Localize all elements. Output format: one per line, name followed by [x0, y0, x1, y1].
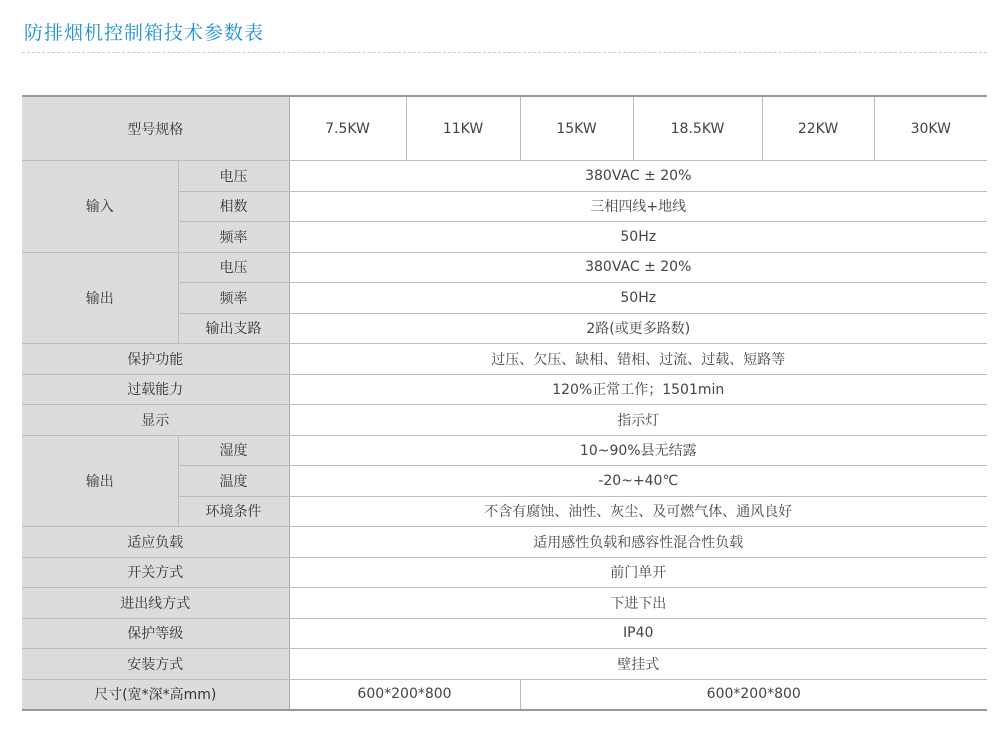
ip-rating-row — [22, 618, 987, 649]
switch-mode-row — [22, 557, 987, 588]
row-value: 前门单开 — [289, 557, 987, 588]
model-cell: 7.5KW — [289, 96, 406, 161]
output-voltage-row — [22, 252, 987, 283]
input-group-label: 输入 — [22, 161, 178, 253]
row-label: 适应负载 — [22, 527, 289, 558]
page-title: 防排烟机控制箱技术参数表 — [24, 22, 265, 44]
model-cell: 15KW — [520, 96, 633, 161]
row-value: 不含有腐蚀、油性、灰尘、及可燃气体、通风良好 — [289, 496, 987, 527]
load-row — [22, 527, 987, 558]
row-value: 50Hz — [289, 283, 987, 314]
row-value: 壁挂式 — [289, 649, 987, 680]
spec-table — [22, 95, 987, 711]
row-label: 尺寸(宽*深*高mm) — [22, 679, 289, 710]
row-value: 下进下出 — [289, 588, 987, 619]
title-divider — [22, 52, 987, 53]
install-mode-row — [22, 649, 987, 680]
row-value: 适用感性负载和感容性混合性负载 — [289, 527, 987, 558]
row-value: 10~90%县无结露 — [289, 435, 987, 466]
model-cell: 11KW — [406, 96, 520, 161]
row-value: 380VAC ± 20% — [289, 161, 987, 192]
model-cell: 30KW — [874, 96, 987, 161]
row-value: IP40 — [289, 618, 987, 649]
row-label: 保护等级 — [22, 618, 289, 649]
row-value: -20~+40℃ — [289, 466, 987, 497]
row-label: 显示 — [22, 405, 289, 436]
model-header: 型号规格 — [22, 96, 289, 161]
row-value: 50Hz — [289, 222, 987, 253]
row-label: 电压 — [178, 252, 289, 283]
row-value: 600*200*800 — [289, 679, 520, 710]
output-group-label: 输出 — [22, 252, 178, 344]
row-value: 600*200*800 — [520, 679, 987, 710]
row-label: 温度 — [178, 466, 289, 497]
row-value: 120%正常工作；1501min — [289, 374, 987, 405]
row-label: 频率 — [178, 283, 289, 314]
environment-group-label: 输出 — [22, 435, 178, 527]
row-label: 输出支路 — [178, 313, 289, 344]
row-label: 进出线方式 — [22, 588, 289, 619]
input-voltage-row — [22, 161, 987, 192]
row-value: 2路(或更多路数) — [289, 313, 987, 344]
model-cell: 22KW — [762, 96, 874, 161]
row-value: 过压、欠压、缺相、错相、过流、过载、短路等 — [289, 344, 987, 375]
row-label: 保护功能 — [22, 344, 289, 375]
model-row — [22, 96, 987, 161]
display-row — [22, 405, 987, 436]
row-label: 开关方式 — [22, 557, 289, 588]
row-label: 湿度 — [178, 435, 289, 466]
wiring-mode-row — [22, 588, 987, 619]
overload-row — [22, 374, 987, 405]
dimensions-row — [22, 679, 987, 710]
row-value: 指示灯 — [289, 405, 987, 436]
row-label: 相数 — [178, 191, 289, 222]
protection-row — [22, 344, 987, 375]
row-value: 380VAC ± 20% — [289, 252, 987, 283]
row-label: 频率 — [178, 222, 289, 253]
model-cell: 18.5KW — [633, 96, 762, 161]
row-label: 安装方式 — [22, 649, 289, 680]
row-label: 环境条件 — [178, 496, 289, 527]
humidity-row — [22, 435, 987, 466]
row-label: 电压 — [178, 161, 289, 192]
row-value: 三相四线+地线 — [289, 191, 987, 222]
row-label: 过载能力 — [22, 374, 289, 405]
